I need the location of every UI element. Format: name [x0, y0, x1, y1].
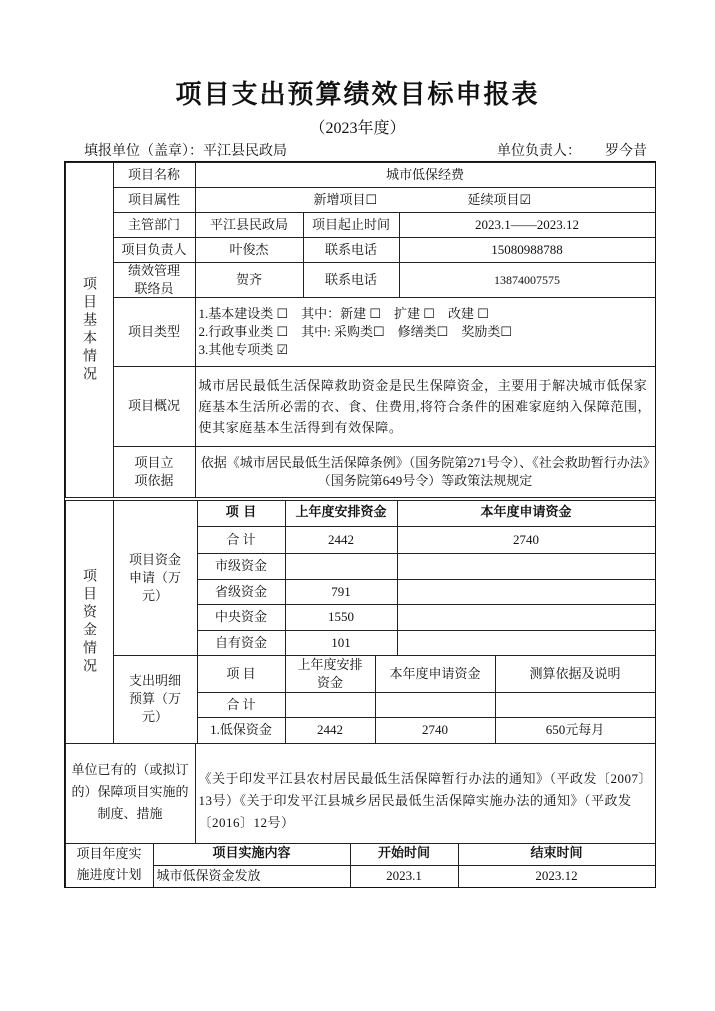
detail-row-this: 2740	[375, 717, 496, 744]
basis-label: 项目立项依据	[113, 446, 196, 498]
year-subtitle: （2023年度）	[309, 120, 406, 137]
detail-row-last	[285, 692, 376, 718]
overview-label: 项目概况	[113, 366, 196, 447]
plan-label: 项目年度实施进度计划	[65, 843, 154, 888]
fund-row-item: 自有资金	[197, 630, 286, 656]
plan-header-start: 开始时间	[350, 843, 459, 866]
detail-row-last: 2442	[285, 717, 376, 744]
fund-row-last: 101	[285, 630, 398, 656]
plan-content: 城市低保资金发放	[153, 865, 351, 888]
liaison-label: 绩效管理联络员	[113, 262, 196, 298]
detail-row-note: 650元每月	[495, 717, 656, 744]
liaison-value: 贺齐	[195, 262, 304, 298]
system-content: 《关于印发平江县农村居民最低生活保障暂行办法的通知》（平政发〔2007〕13号）《关于印发平江县城乡居民最低生活保障实施办法的通知》（平政发〔2016〕12号）	[195, 743, 656, 844]
fund-row-last: 791	[285, 579, 398, 605]
section-funds-label: 项目资金情况	[65, 500, 114, 744]
attr-label: 项目属性	[113, 187, 196, 213]
plan-start: 2023.1	[350, 865, 459, 888]
dept-label: 主管部门	[113, 212, 196, 238]
detail-header-this: 本年度申请资金	[375, 655, 496, 693]
funds-header-this: 本年度申请资金	[397, 500, 656, 527]
fund-row-last	[285, 553, 398, 580]
page-title: 项目支出预算绩效目标申报表	[175, 80, 540, 110]
fill-unit: 填报单位（盖章）：平江县民政局	[84, 144, 287, 159]
system-label: 单位已有的（或拟订的）保障项目实施的制度、措施	[65, 743, 196, 844]
dept-value: 平江县民政局	[195, 212, 304, 238]
type-line-1[interactable]: 1.基本建设类 ☐ 其中：新建 ☐ 扩建 ☐ 改建 ☐	[198, 305, 489, 321]
leader-name: 罗今昔	[605, 144, 647, 159]
liaison-phone: 13874007575	[399, 262, 656, 298]
period-label: 项目起止时间	[303, 212, 400, 238]
apply-label: 项目资金申请（万元）	[113, 500, 198, 656]
detail-row-this	[375, 692, 496, 718]
attr-new[interactable]: 新增项目☐	[313, 191, 378, 207]
detail-header-item: 项 目	[197, 655, 286, 693]
detail-row-note	[495, 692, 656, 718]
phone-label-2: 联系电话	[303, 262, 400, 298]
basis-text: 依据《城市居民最低生活保障条例》（国务院第271号令）、《社会救助暂行办法》（国务院第649号令）等政策法规规定	[195, 446, 656, 498]
detail-row-item: 1.低保资金	[197, 717, 286, 744]
owner-phone: 15080988788	[399, 237, 656, 263]
fund-row-this	[397, 630, 656, 656]
fund-row-this	[397, 579, 656, 605]
leader-label: 单位负责人：	[497, 144, 581, 159]
overview-text: 城市居民最低生活保障救助资金是民生保障资金，主要用于解决城市低保家庭基本生活所必需的衣、食、住费用,将符合条件的困难家庭纳入保障范围，使其家庭基本生活得到有效保障。	[195, 366, 656, 447]
detail-row-item: 合 计	[197, 692, 286, 718]
plan-end: 2023.12	[458, 865, 656, 888]
detail-header-note: 测算依据及说明	[495, 655, 656, 693]
phone-label: 联系电话	[303, 237, 400, 263]
fund-row-this	[397, 604, 656, 631]
attr-value	[195, 187, 656, 213]
period-value: 2023.1——2023.12	[399, 212, 656, 238]
type-line-3[interactable]: 3.其他专项类 ☑	[198, 341, 289, 357]
name-label: 项目名称	[113, 162, 196, 188]
funds-header-item: 项 目	[197, 500, 286, 527]
project-name: 城市低保经费	[195, 162, 656, 188]
fund-row-item: 中央资金	[197, 604, 286, 631]
type-label: 项目类型	[113, 297, 196, 367]
section-basic-label: 项目基本情况	[65, 162, 114, 498]
fund-row-item: 合 计	[197, 526, 286, 554]
plan-header-end: 结束时间	[458, 843, 656, 866]
owner-value: 叶俊杰	[195, 237, 304, 263]
plan-header-content: 项目实施内容	[153, 843, 351, 866]
funds-header-last: 上年度安排资金	[285, 500, 398, 527]
fund-row-this	[397, 553, 656, 580]
detail-label: 支出明细预算（万元）	[113, 655, 198, 744]
fund-row-last: 2442	[285, 526, 398, 554]
fund-row-item: 市级资金	[197, 553, 286, 580]
detail-header-last: 上年度安排资金	[285, 655, 376, 693]
owner-label: 项目负责人	[113, 237, 196, 263]
fund-row-last: 1550	[285, 604, 398, 631]
attr-continue[interactable]: 延续项目☑	[467, 191, 532, 207]
fund-row-this: 2740	[397, 526, 656, 554]
type-line-2[interactable]: 2.行政事业类 ☐ 其中: 采购类☐ 修缮类☐ 奖励类☐	[198, 323, 512, 339]
type-options	[195, 297, 656, 367]
fund-row-item: 省级资金	[197, 579, 286, 605]
